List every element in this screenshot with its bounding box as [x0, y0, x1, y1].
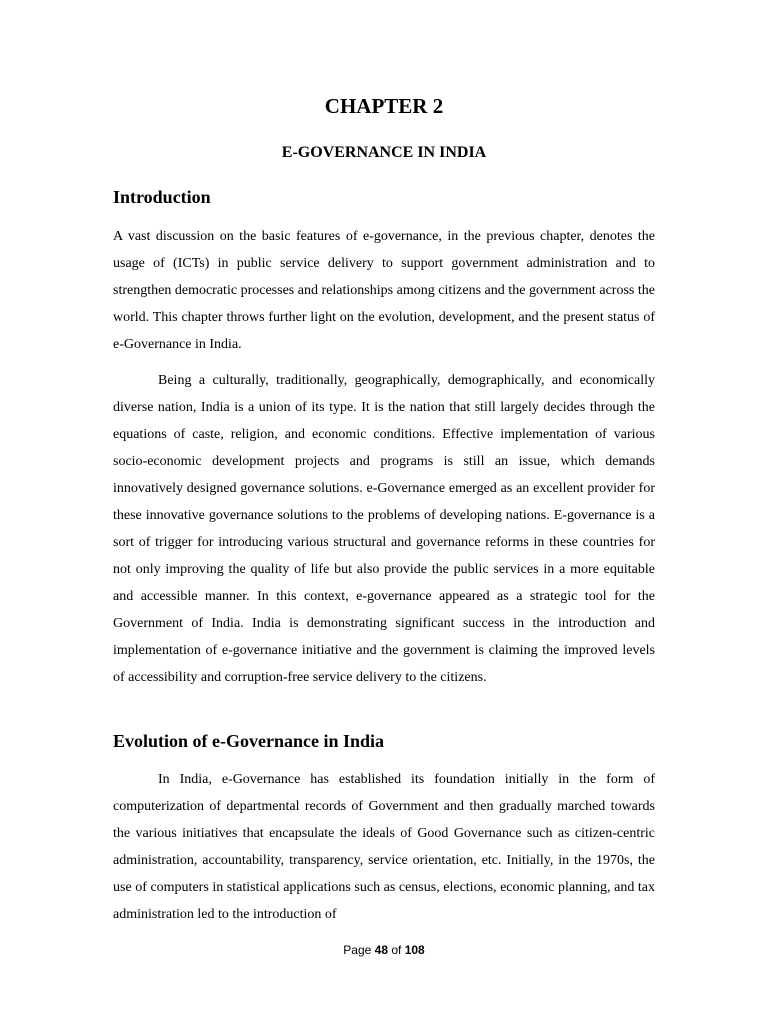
footer-separator: of — [388, 943, 405, 957]
paragraph-evolution-1: In India, e-Governance has established its foundation initially in the form of computerization of departmental records of Government and then gradually marched towards the various initiatives that encapsulate the ideals of Good Governance such as citizen-centric administration, accountability, transparency, service orientation, etc. Initially, in the 1970s, the use of computers in statistical applications such as census, elections, economic planning, and tax administration led to the introduction of — [113, 772, 655, 922]
paragraph-introduction-1: A vast discussion on the basic features of e-governance, in the previous chapter, denotes the usage of (ICTs) in public service delivery to support government administration and to strengthen democratic processes and relationships among citizens and the government across the world. This chapter throws further light on the evolution, development, and the present status of e-Governance in India. — [113, 229, 655, 352]
section-heading-evolution: Evolution of e-Governance in India — [113, 731, 385, 751]
section-heading-introduction: Introduction — [113, 187, 211, 207]
paragraph-introduction-2: Being a culturally, traditionally, geographically, demographically, and economically diverse nation, India is a union of its type. It is the nation that still largely decides through the equations of caste, religion, and economic conditions. Effective implementation of various socio-economic development projects and programs is still an issue, which demands innovatively designed governance solutions. e-Governance emerged as an excellent provider for these innovative governance solutions to the problems of developing nations. E-governance is a sort of trigger for introducing various structural and governance reforms in these countries for not only improving the quality of life but also provide the public services in a more equitable and accessible manner. In this context, e-governance appeared as a strategic tool for the Government of India. India is demonstrating significant success in the introduction and implementation of e-governance initiative and the government is claiming the improved levels of accessibility and corruption-free service delivery to the citizens. — [113, 373, 655, 685]
page-footer — [0, 942, 768, 958]
footer-total-pages: 108 — [404, 943, 425, 957]
footer-current-page: 48 — [374, 943, 388, 957]
chapter-subtitle: E-GOVERNANCE IN INDIA — [281, 144, 487, 161]
chapter-title: CHAPTER 2 — [324, 94, 444, 118]
footer-page-prefix: Page — [343, 943, 375, 957]
